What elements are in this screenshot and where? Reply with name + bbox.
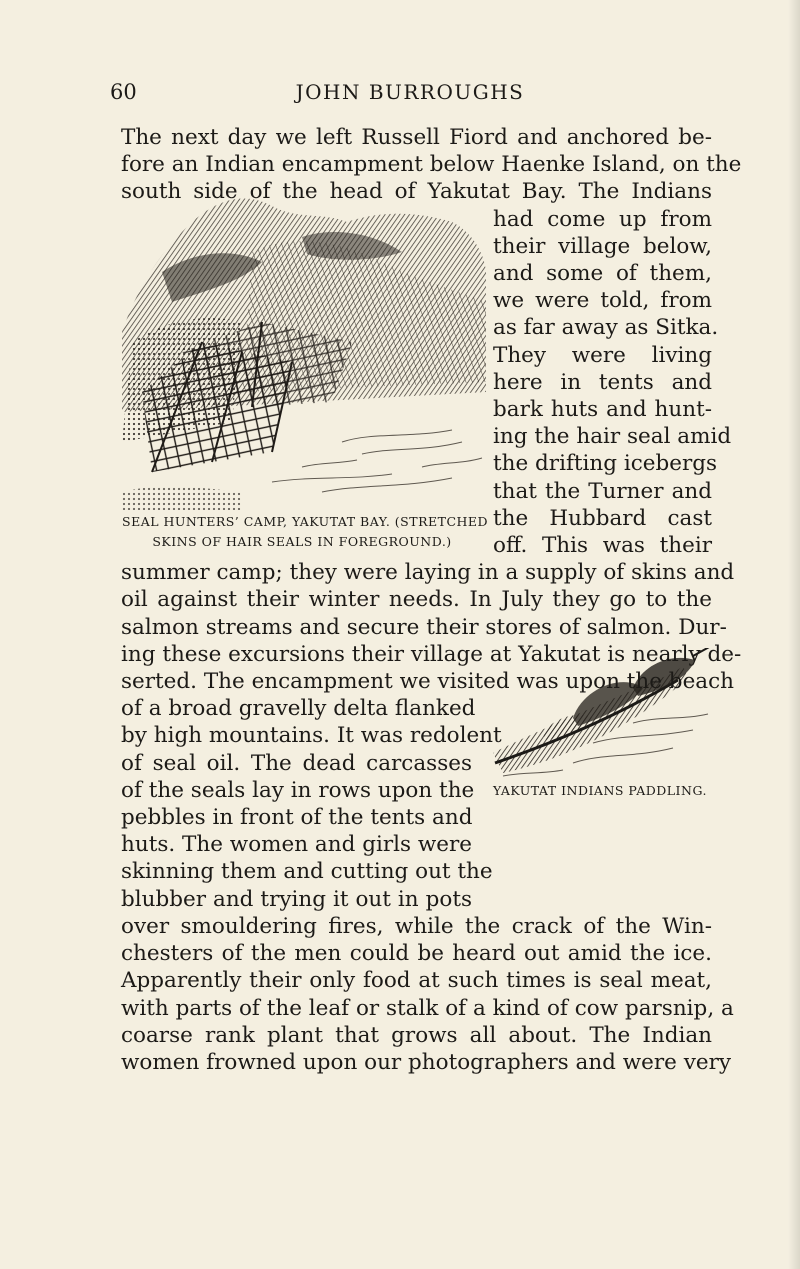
- text-line: their village below,: [493, 233, 712, 259]
- text-line: summer camp; they were laying in a supply of skins and: [121, 560, 735, 586]
- page-number: 60: [110, 80, 137, 104]
- text-line: of seal oil. The dead carcasses: [121, 750, 472, 776]
- text-line: of a broad gravelly delta flanked: [121, 696, 476, 722]
- text-line: off. This was their: [493, 533, 712, 559]
- text-line: They were living: [493, 342, 712, 368]
- page-edge-shadow: [788, 0, 800, 1269]
- text-line: serted. The encampment we visited was upon the beach: [121, 669, 735, 695]
- text-line: blubber and trying it out in pots: [121, 886, 472, 912]
- caption-line: YAKUTAT INDIANS PADDLING.: [493, 783, 707, 798]
- text-line: here in tents and: [493, 369, 712, 395]
- caption-line: SEAL HUNTERS’ CAMP, YAKUTAT BAY. (STRETCHED: [122, 514, 489, 529]
- text-line: fore an Indian encampment below Haenke Island, on the: [121, 152, 742, 178]
- text-line: ing the hair seal amid: [493, 424, 732, 450]
- text-line: the Hubbard cast: [493, 505, 712, 531]
- text-line: huts. The women and girls were: [121, 832, 472, 858]
- text-line: by high mountains. It was redolent: [121, 723, 502, 749]
- text-line: that the Turner and: [493, 478, 712, 504]
- text-line: Apparently their only food at such times is seal meat,: [121, 968, 712, 994]
- caption-line: SKINS OF HAIR SEALS IN FOREGROUND.): [152, 534, 452, 549]
- text-line: ing these excursions their village at Yakutat is nearly de-: [121, 641, 742, 667]
- text-line: the drifting icebergs: [493, 451, 718, 477]
- page-header: [110, 80, 710, 112]
- text-line: we were told, from: [493, 288, 712, 314]
- text-line: with parts of the leaf or stalk of a kind of cow parsnip, a: [121, 995, 734, 1021]
- text-line: over smouldering fires, while the crack of the Win-: [121, 913, 712, 939]
- text-line: had come up from: [493, 206, 712, 232]
- text-line: The next day we left Russell Fiord and anchored be-: [121, 125, 712, 150]
- text-line: women frowned upon our photographers and were very: [121, 1049, 732, 1075]
- text-line: south side of the head of Yakutat Bay. The Indians: [121, 179, 712, 205]
- text-line: oil against their winter needs. In July they go to the: [121, 587, 712, 613]
- text-line: coarse rank plant that grows all about. The Indian: [121, 1022, 712, 1048]
- text-line: salmon streams and secure their stores of salmon. Dur-: [121, 614, 727, 640]
- text-line: chesters of the men could be heard out amid the ice.: [121, 941, 712, 967]
- running-head: JOHN BURROUGHS: [295, 80, 525, 104]
- text-line: of the seals lay in rows upon the: [121, 777, 475, 803]
- text-line: skinning them and cutting out the: [121, 859, 493, 885]
- body-text: [121, 124, 742, 1076]
- text-line: pebbles in front of the tents and: [121, 805, 473, 831]
- text-line: bark huts and hunt-: [493, 397, 712, 423]
- text-line: and some of them,: [493, 261, 712, 287]
- text-line: as far away as Sitka.: [493, 315, 719, 341]
